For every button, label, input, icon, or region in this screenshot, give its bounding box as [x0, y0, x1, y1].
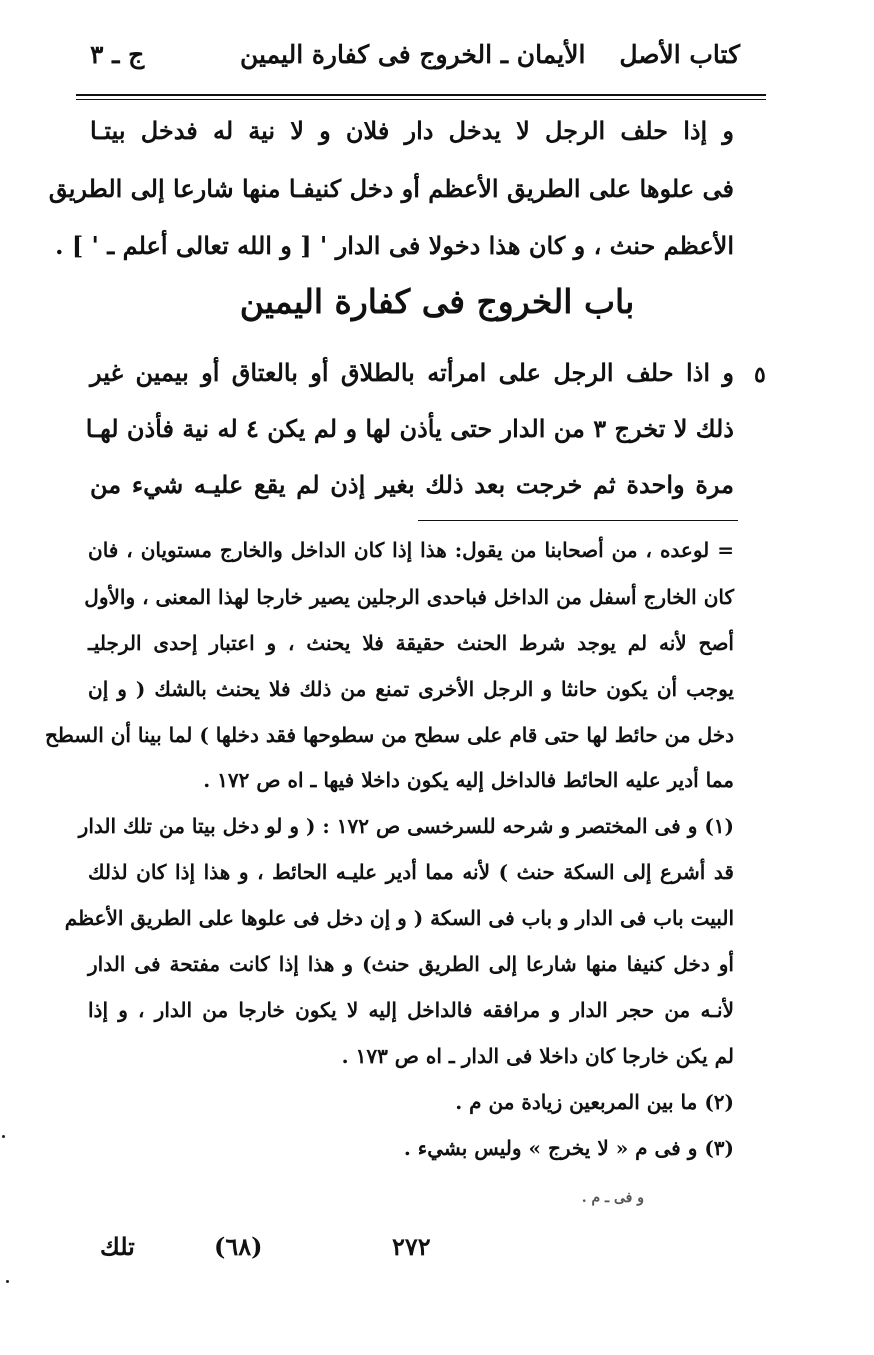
- text-line: و اذا حلف الرجل على امرأته بالطلاق أو بالعتاق أو بيمين غير: [90, 358, 734, 387]
- text-line: الأعظم حنث ، و كان هذا دخولا فى الدار ' [ و الله تعالى أعلم ـ ' ] .: [55, 231, 734, 260]
- chapter-title: باب الخروج فى كفارة اليمين: [239, 282, 635, 321]
- text-line: مرة واحدة ثم خرجت بعد ذلك بغير إذن لم يقع عليـه شيء من: [90, 470, 734, 499]
- footnote-line: (١) و فى المختصر و شرحه للسرخسى ص ١٧٢ : ( و لو دخل بيتا من تلك الدار: [78, 814, 734, 838]
- text-line: فى علوها على الطريق الأعظم أو دخل كنيفـا منها شارعا إلى الطريق: [48, 174, 734, 203]
- text-line: و إذا حلف الرجل لا يدخل دار فلان و لا نية له فدخل بيتـا: [90, 116, 734, 145]
- section-title: الأيمان ـ الخروج فى كفارة اليمين: [240, 40, 586, 69]
- running-header: [70, 40, 740, 88]
- footnote-line: و فى ـ م .: [581, 1190, 644, 1206]
- header-rule-thick: [76, 94, 766, 96]
- footnote-line: كان الخارج أسفل من الداخل فباحدى الرجلين يصير خارجا لهذا المعنى ، والأول: [84, 585, 734, 609]
- catchword: تلك: [100, 1232, 135, 1261]
- line-number: ٥: [754, 362, 766, 388]
- volume-number: ج ـ ٣: [90, 40, 145, 69]
- scan-speck: [2, 1135, 5, 1138]
- header-rule-thin: [76, 99, 766, 100]
- page-number: ٢٧٢: [392, 1232, 431, 1261]
- footnote-line: لم يكن خارجا كان داخلا فى الدار ـ اه ص ١٧٣ .: [341, 1044, 734, 1068]
- footnote-line: قد أشرع إلى السكة حنث ) لأنه مما أدير عليـه الحائط ، و هذا إذا كان لذلك: [88, 860, 734, 884]
- footnote-separator: [418, 520, 738, 521]
- text-line: ذلك لا تخرج ٣ من الدار حتى يأذن لها و لم يكن ٤ له نية فأذن لهـا: [85, 414, 734, 443]
- footnote-line: أصح لأنه لم يوجد شرط الحنث حقيقة فلا يحنث ، و اعتبار إحدى الرجليـ: [88, 631, 734, 655]
- footnote-line: = لوعده ، من أصحابنا من يقول: هذا إذا كان الداخل والخارج مستويان ، فان: [88, 538, 734, 562]
- scan-speck: [6, 1280, 9, 1283]
- footnote-line: البيت باب فى الدار و باب فى السكة ( و إن دخل فى علوها على الطريق الأعظم: [64, 906, 734, 930]
- footnote-line: دخل من حائط لها حتى قام على سطح من سطوحها فقد دخلها ) لما بينا أن السطح: [44, 723, 734, 747]
- footnote-line: (٣) و فى م « لا يخرج » وليس بشيء .: [403, 1136, 734, 1160]
- footnote-line: أو دخل كنيفا منها شارعا إلى الطريق حنث) و هذا إذا كانت مفتحة فى الدار: [88, 952, 734, 976]
- footnote-line: لأنـه من حجر الدار و مرافقه فالداخل إليه لا يكون خارجا من الدار ، و إذا: [88, 998, 735, 1022]
- footnote-line: يوجب أن يكون حانثا و الرجل الأخرى تمنع من ذلك فلا يحنث بالشك ( و إن: [88, 677, 734, 701]
- signature-mark: (٦٨): [214, 1232, 263, 1261]
- footnote-line: (٢) ما بين المربعين زيادة من م .: [455, 1090, 734, 1114]
- book-title: كتاب الأصل: [619, 40, 740, 69]
- footnote-line: مما أدير عليه الحائط فالداخل إليه يكون داخلا فيها ـ اه ص ١٧٢ .: [203, 768, 734, 792]
